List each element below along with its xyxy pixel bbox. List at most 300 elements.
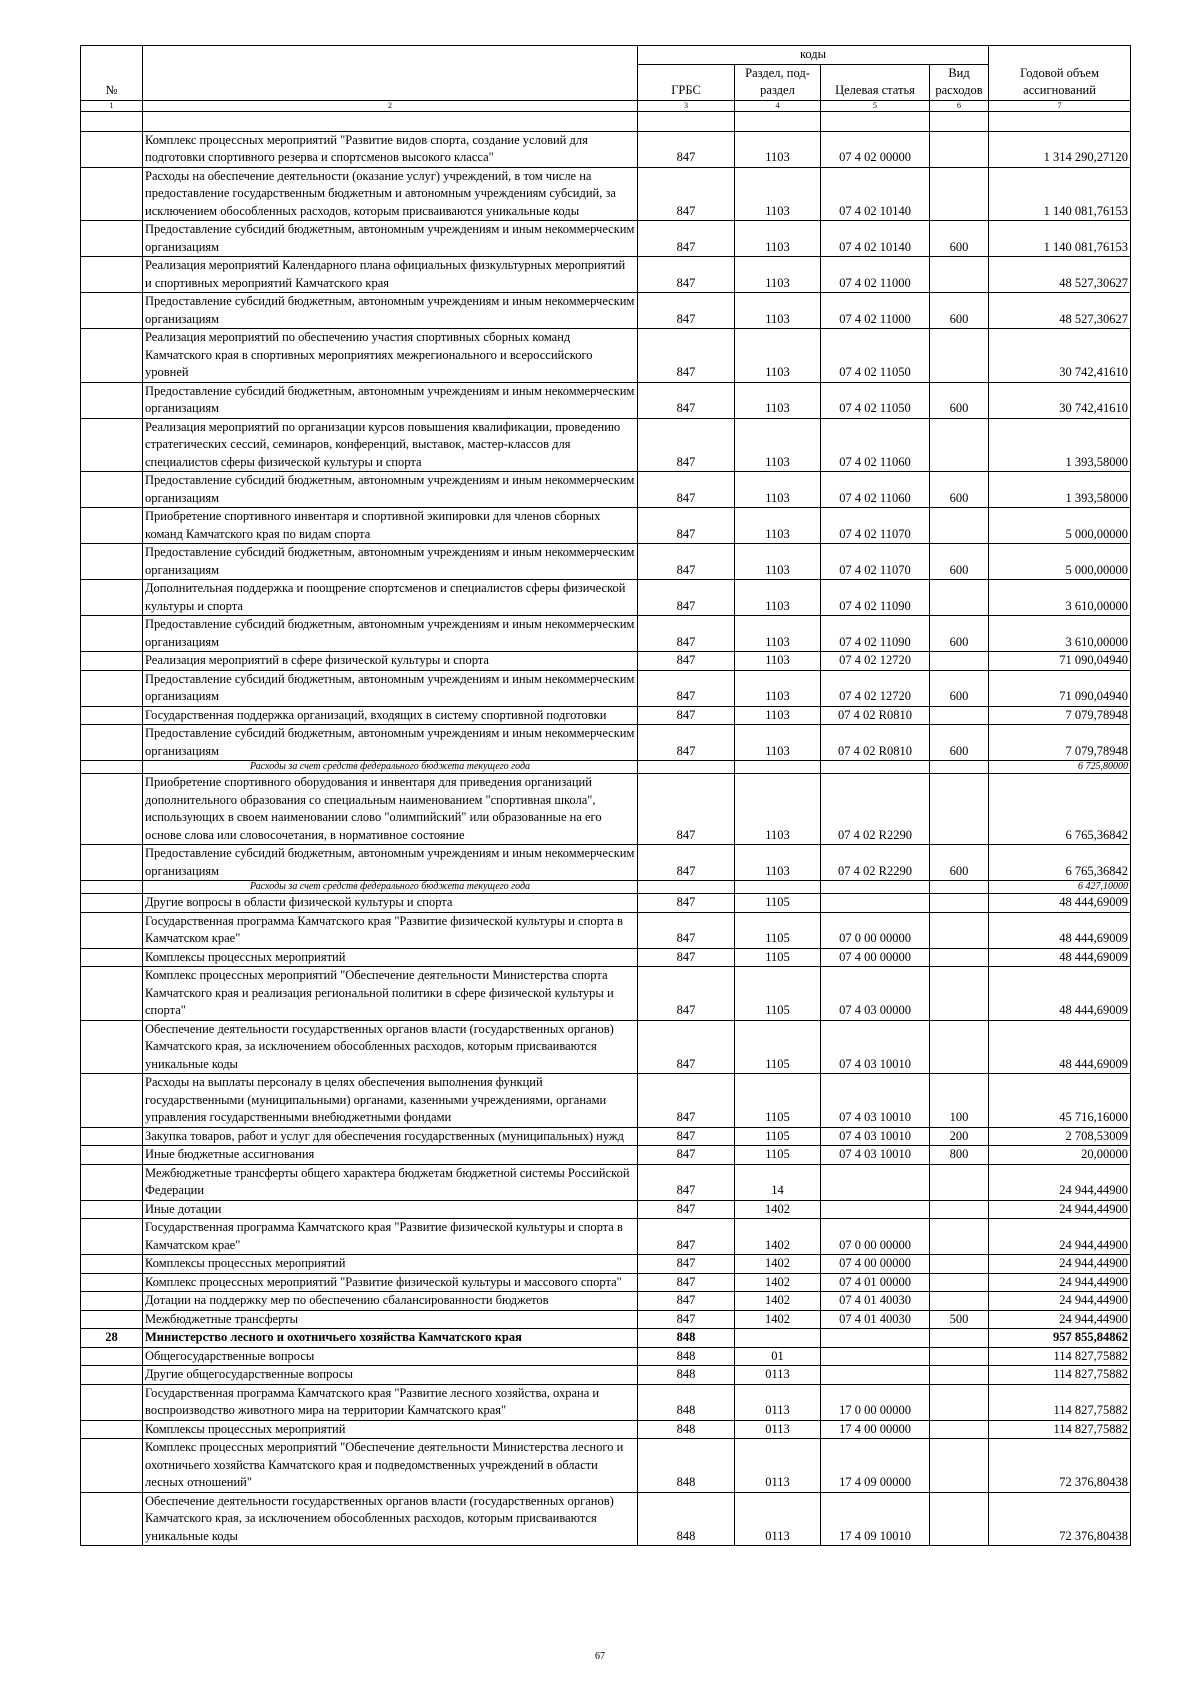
item-name-cell: Предоставление субсидий бюджетным, автономным учреждениям и иным некоммерческим организациям: [143, 725, 638, 761]
expense-kind-cell: [930, 1219, 989, 1255]
expense-kind-cell: 600: [930, 293, 989, 329]
grbs-cell: 847: [638, 967, 735, 1021]
section-cell: 1103: [735, 544, 821, 580]
section-cell: 1105: [735, 912, 821, 948]
item-name-cell: Комплекс процессных мероприятий "Развитие видов спорта, создание условий для подготовки спортивного резерва и спортсменов высокого класса": [143, 131, 638, 167]
amount-cell: 30 742,41610: [989, 382, 1131, 418]
row-number-cell: [81, 131, 143, 167]
amount-cell: 24 944,44900: [989, 1200, 1131, 1219]
col-number: 6: [930, 100, 989, 111]
grbs-cell: 847: [638, 544, 735, 580]
table-row: [81, 1292, 1131, 1311]
table-note-row: [81, 761, 1131, 774]
expense-kind-cell: 100: [930, 1074, 989, 1128]
expense-kind-cell: [930, 894, 989, 913]
item-name-cell: Реализация мероприятий Календарного плана официальных физкультурных мероприятий и спортивных мероприятий Камчатского края: [143, 257, 638, 293]
amount-cell: 71 090,04940: [989, 652, 1131, 671]
section-cell: 1103: [735, 580, 821, 616]
section-cell: 1103: [735, 167, 821, 221]
grbs-cell: 847: [638, 1200, 735, 1219]
row-number-cell: [81, 580, 143, 616]
section-cell: 0113: [735, 1384, 821, 1420]
row-number-cell: [81, 1420, 143, 1439]
section-cell: 1103: [735, 418, 821, 472]
target-article-cell: [821, 1366, 930, 1385]
spacer-row: [81, 111, 1131, 131]
target-article-cell: 07 4 02 11090: [821, 616, 930, 652]
expense-kind-cell: 600: [930, 616, 989, 652]
note-text-cell: Расходы за счет средств федерального бюджета текущего года: [143, 881, 638, 894]
target-article-cell: 07 4 02 00000: [821, 131, 930, 167]
grbs-cell: 847: [638, 670, 735, 706]
target-article-cell: 07 4 03 10010: [821, 1146, 930, 1165]
expense-kind-cell: [930, 329, 989, 383]
row-number-cell: [81, 1200, 143, 1219]
item-name-cell: Государственная поддержка организаций, входящих в систему спортивной подготовки: [143, 706, 638, 725]
section-cell: 1103: [735, 616, 821, 652]
item-name-cell: Реализация мероприятий в сфере физической культуры и спорта: [143, 652, 638, 671]
table-row: [81, 418, 1131, 472]
expense-kind-cell: [930, 418, 989, 472]
item-name-cell: Предоставление субсидий бюджетным, автономным учреждениям и иным некоммерческим организациям: [143, 544, 638, 580]
table-row: [81, 329, 1131, 383]
row-number-cell: [81, 616, 143, 652]
item-name-cell: Расходы на выплаты персоналу в целях обеспечения выполнения функций государственными (муниципальными) органами, казенными учреждениями, органами управления государственными внебюджетными фондами: [143, 1074, 638, 1128]
expense-kind-cell: [930, 1420, 989, 1439]
item-name-cell: Обеспечение деятельности государственных органов власти (государственных органов) Камчатского края, за исключением обособленных расходов, которым присваиваются уникальные коды: [143, 1020, 638, 1074]
grbs-cell: 847: [638, 580, 735, 616]
expense-kind-cell: [930, 881, 989, 894]
section-cell: 1103: [735, 670, 821, 706]
item-name-cell: Закупка товаров, работ и услуг для обеспечения государственных (муниципальных) нужд: [143, 1127, 638, 1146]
section-cell: 1105: [735, 1146, 821, 1165]
amount-cell: 957 855,84862: [989, 1329, 1131, 1348]
section-cell: 1402: [735, 1255, 821, 1274]
amount-cell: 5 000,00000: [989, 508, 1131, 544]
row-number-cell: 28: [81, 1329, 143, 1348]
grbs-cell: 847: [638, 508, 735, 544]
target-article-cell: 07 4 02 11090: [821, 580, 930, 616]
header-number: №: [81, 46, 143, 101]
item-name-cell: Комплекс процессных мероприятий "Обеспечение деятельности Министерства лесного и охотничьего хозяйства Камчатского края и подведомственных учреждений в области лесных отношений": [143, 1439, 638, 1493]
target-article-cell: 07 4 02 11050: [821, 329, 930, 383]
table-row: [81, 1146, 1131, 1165]
grbs-cell: 847: [638, 1127, 735, 1146]
expense-kind-cell: [930, 580, 989, 616]
target-article-cell: 07 4 02 11070: [821, 544, 930, 580]
section-cell: 1103: [735, 706, 821, 725]
header-amount: Годовой объем ассигнований: [989, 46, 1131, 101]
expense-kind-cell: [930, 131, 989, 167]
item-name-cell: Реализация мероприятий по организации курсов повышения квалификации, проведению стратегических сессий, семинаров, конференций, выставок, мастер-классов для специалистов сферы физической культуры и спорта: [143, 418, 638, 472]
target-article-cell: 07 4 03 10010: [821, 1127, 930, 1146]
expense-kind-cell: 500: [930, 1310, 989, 1329]
table-row: [81, 1439, 1131, 1493]
target-article-cell: [821, 894, 930, 913]
row-number-cell: [81, 1164, 143, 1200]
grbs-cell: 848: [638, 1384, 735, 1420]
row-number-cell: [81, 472, 143, 508]
section-cell: 1103: [735, 725, 821, 761]
table-row: [81, 1492, 1131, 1546]
target-article-cell: 17 4 09 10010: [821, 1492, 930, 1546]
table-row: [81, 382, 1131, 418]
expense-kind-cell: [930, 652, 989, 671]
table-row: [81, 1310, 1131, 1329]
table-row: [81, 1255, 1131, 1274]
section-cell: 1105: [735, 1127, 821, 1146]
amount-cell: 48 527,30627: [989, 293, 1131, 329]
header-section: Раздел, под-раздел: [735, 64, 821, 100]
amount-cell: 6 765,36842: [989, 845, 1131, 881]
expense-kind-cell: [930, 967, 989, 1021]
amount-cell: 5 000,00000: [989, 544, 1131, 580]
table-row: [81, 1347, 1131, 1366]
target-article-cell: 07 4 03 10010: [821, 1074, 930, 1128]
grbs-cell: 847: [638, 948, 735, 967]
amount-cell: 3 610,00000: [989, 580, 1131, 616]
grbs-cell: 848: [638, 1347, 735, 1366]
row-number-cell: [81, 948, 143, 967]
amount-cell: 6 765,36842: [989, 774, 1131, 845]
grbs-cell: [638, 761, 735, 774]
row-number-cell: [81, 881, 143, 894]
note-text-cell: Расходы за счет средств федерального бюджета текущего года: [143, 761, 638, 774]
section-cell: 1103: [735, 472, 821, 508]
table-row: [81, 167, 1131, 221]
grbs-cell: 848: [638, 1492, 735, 1546]
grbs-cell: 847: [638, 472, 735, 508]
amount-cell: 30 742,41610: [989, 329, 1131, 383]
table-row: [81, 652, 1131, 671]
row-number-cell: [81, 1292, 143, 1311]
row-number-cell: [81, 418, 143, 472]
grbs-cell: 847: [638, 382, 735, 418]
item-name-cell: Другие общегосударственные вопросы: [143, 1366, 638, 1385]
expense-kind-cell: [930, 1292, 989, 1311]
target-article-cell: 07 4 02 11050: [821, 382, 930, 418]
amount-cell: 2 708,53009: [989, 1127, 1131, 1146]
row-number-cell: [81, 845, 143, 881]
row-number-cell: [81, 1219, 143, 1255]
expense-kind-cell: 600: [930, 725, 989, 761]
item-name-cell: Реализация мероприятий по обеспечению участия спортивных сборных команд Камчатского края в спортивных мероприятиях межрегионального и всероссийского уровней: [143, 329, 638, 383]
item-name-cell: Комплекс процессных мероприятий "Обеспечение деятельности Министерства спорта Камчатского края и реализация региональной политики в сфере физической культуры и спорта": [143, 967, 638, 1021]
section-cell: 1402: [735, 1219, 821, 1255]
item-name-cell: Дополнительная поддержка и поощрение спортсменов и специалистов сферы физической культуры и спорта: [143, 580, 638, 616]
section-cell: 1105: [735, 967, 821, 1021]
table-row: [81, 967, 1131, 1021]
expense-kind-cell: 600: [930, 221, 989, 257]
row-number-cell: [81, 967, 143, 1021]
table-row: [81, 472, 1131, 508]
section-cell: 1402: [735, 1292, 821, 1311]
table-row: [81, 725, 1131, 761]
section-cell: 1103: [735, 774, 821, 845]
grbs-cell: 847: [638, 1292, 735, 1311]
row-number-cell: [81, 1347, 143, 1366]
grbs-cell: 847: [638, 131, 735, 167]
table-row: [81, 894, 1131, 913]
target-article-cell: 07 0 00 00000: [821, 1219, 930, 1255]
amount-cell: 114 827,75882: [989, 1420, 1131, 1439]
table-row: [81, 221, 1131, 257]
table-row: [81, 1164, 1131, 1200]
item-name-cell: Министерство лесного и охотничьего хозяйства Камчатского края: [143, 1329, 638, 1348]
table-row: [81, 706, 1131, 725]
grbs-cell: 847: [638, 1310, 735, 1329]
grbs-cell: 848: [638, 1329, 735, 1348]
grbs-cell: 847: [638, 1273, 735, 1292]
amount-cell: 48 444,69009: [989, 894, 1131, 913]
expense-kind-cell: [930, 706, 989, 725]
section-cell: 1103: [735, 508, 821, 544]
grbs-cell: 847: [638, 706, 735, 725]
table-row: [81, 948, 1131, 967]
target-article-cell: 07 4 02 11000: [821, 257, 930, 293]
expense-kind-cell: [930, 1384, 989, 1420]
table-row: [81, 616, 1131, 652]
row-number-cell: [81, 329, 143, 383]
header-codes: коды: [638, 46, 989, 65]
section-cell: 1105: [735, 948, 821, 967]
section-cell: 1103: [735, 257, 821, 293]
row-number-cell: [81, 912, 143, 948]
target-article-cell: 07 4 01 40030: [821, 1310, 930, 1329]
table-row: [81, 1219, 1131, 1255]
amount-cell: 24 944,44900: [989, 1292, 1131, 1311]
expense-kind-cell: 600: [930, 544, 989, 580]
expense-kind-cell: 600: [930, 382, 989, 418]
section-cell: [735, 1329, 821, 1348]
expense-kind-cell: [930, 761, 989, 774]
row-number-cell: [81, 1127, 143, 1146]
amount-cell: 48 444,69009: [989, 967, 1131, 1021]
section-cell: 1402: [735, 1200, 821, 1219]
amount-cell: 1 314 290,27120: [989, 131, 1131, 167]
expense-kind-cell: [930, 257, 989, 293]
target-article-cell: 07 4 02 R2290: [821, 845, 930, 881]
col-number: 4: [735, 100, 821, 111]
row-number-cell: [81, 1492, 143, 1546]
table-row: [81, 293, 1131, 329]
header-name: [143, 46, 638, 101]
row-number-cell: [81, 508, 143, 544]
expense-kind-cell: [930, 1255, 989, 1274]
grbs-cell: 847: [638, 293, 735, 329]
target-article-cell: [821, 1200, 930, 1219]
section-cell: 1103: [735, 293, 821, 329]
section-cell: 1402: [735, 1310, 821, 1329]
expense-kind-cell: 600: [930, 845, 989, 881]
col-number: 5: [821, 100, 930, 111]
amount-cell: 48 444,69009: [989, 1020, 1131, 1074]
grbs-cell: 847: [638, 1255, 735, 1274]
amount-cell: 24 944,44900: [989, 1219, 1131, 1255]
section-cell: 1103: [735, 329, 821, 383]
row-number-cell: [81, 167, 143, 221]
section-cell: 0113: [735, 1420, 821, 1439]
amount-cell: 7 079,78948: [989, 706, 1131, 725]
item-name-cell: Государственная программа Камчатского края "Развитие физической культуры и спорта в Камчатском крае": [143, 912, 638, 948]
table-row: [81, 131, 1131, 167]
amount-cell: 114 827,75882: [989, 1366, 1131, 1385]
note-amount-cell: 6 725,80000: [989, 761, 1131, 774]
section-cell: 1103: [735, 845, 821, 881]
section-cell: 0113: [735, 1492, 821, 1546]
row-number-cell: [81, 1439, 143, 1493]
expense-kind-cell: [930, 1439, 989, 1493]
item-name-cell: Расходы на обеспечение деятельности (оказание услуг) учреждений, в том числе на предоставление государственным бюджетным и автономным учреждениям субсидий, за исключением обособленных расходов, которым присваиваются уникальные коды: [143, 167, 638, 221]
target-article-cell: [821, 1347, 930, 1366]
amount-cell: 1 393,58000: [989, 418, 1131, 472]
amount-cell: 72 376,80438: [989, 1492, 1131, 1546]
grbs-cell: 848: [638, 1439, 735, 1493]
amount-cell: 71 090,04940: [989, 670, 1131, 706]
header-kind: Вид расходов: [930, 64, 989, 100]
table-row: [81, 1329, 1131, 1348]
amount-cell: 114 827,75882: [989, 1347, 1131, 1366]
table-row: [81, 774, 1131, 845]
row-number-cell: [81, 670, 143, 706]
item-name-cell: Предоставление субсидий бюджетным, автономным учреждениям и иным некоммерческим организациям: [143, 616, 638, 652]
target-article-cell: 07 4 02 12720: [821, 652, 930, 671]
grbs-cell: 847: [638, 894, 735, 913]
grbs-cell: 848: [638, 1420, 735, 1439]
grbs-cell: 848: [638, 1366, 735, 1385]
grbs-cell: 847: [638, 1164, 735, 1200]
section-cell: 0113: [735, 1366, 821, 1385]
grbs-cell: 847: [638, 1219, 735, 1255]
amount-cell: 48 444,69009: [989, 912, 1131, 948]
table-note-row: [81, 881, 1131, 894]
target-article-cell: 07 4 02 11000: [821, 293, 930, 329]
amount-cell: 1 393,58000: [989, 472, 1131, 508]
expense-kind-cell: [930, 774, 989, 845]
target-article-cell: 07 0 00 00000: [821, 912, 930, 948]
target-article-cell: [821, 1329, 930, 1348]
amount-cell: 48 527,30627: [989, 257, 1131, 293]
amount-cell: 24 944,44900: [989, 1310, 1131, 1329]
expense-kind-cell: [930, 1020, 989, 1074]
item-name-cell: Обеспечение деятельности государственных органов власти (государственных органов) Камчатского края, за исключением обособленных расходов, которым присваиваются уникальные коды: [143, 1492, 638, 1546]
row-number-cell: [81, 382, 143, 418]
amount-cell: 114 827,75882: [989, 1384, 1131, 1420]
grbs-cell: 847: [638, 167, 735, 221]
expense-kind-cell: [930, 1273, 989, 1292]
item-name-cell: Комплексы процессных мероприятий: [143, 1420, 638, 1439]
row-number-cell: [81, 257, 143, 293]
target-article-cell: 07 4 00 00000: [821, 1255, 930, 1274]
expense-kind-cell: [930, 167, 989, 221]
target-article-cell: [821, 1164, 930, 1200]
item-name-cell: Государственная программа Камчатского края "Развитие физической культуры и спорта в Камчатском крае": [143, 1219, 638, 1255]
item-name-cell: Предоставление субсидий бюджетным, автономным учреждениям и иным некоммерческим организациям: [143, 670, 638, 706]
target-article-cell: 07 4 02 R0810: [821, 706, 930, 725]
target-article-cell: 17 4 09 00000: [821, 1439, 930, 1493]
item-name-cell: Комплекс процессных мероприятий "Развитие физической культуры и массового спорта": [143, 1273, 638, 1292]
section-cell: 1103: [735, 221, 821, 257]
row-number-cell: [81, 1310, 143, 1329]
row-number-cell: [81, 725, 143, 761]
row-number-cell: [81, 774, 143, 845]
page-number: 67: [595, 1651, 605, 1662]
amount-cell: 24 944,44900: [989, 1255, 1131, 1274]
expense-kind-cell: [930, 948, 989, 967]
target-article-cell: 07 4 02 10140: [821, 221, 930, 257]
section-cell: [735, 881, 821, 894]
grbs-cell: 847: [638, 1146, 735, 1165]
item-name-cell: Межбюджетные трансферты: [143, 1310, 638, 1329]
expense-kind-cell: 200: [930, 1127, 989, 1146]
target-article-cell: 07 4 02 11070: [821, 508, 930, 544]
section-cell: [735, 761, 821, 774]
item-name-cell: Приобретение спортивного оборудования и инвентаря для приведения организаций дополнительного образования со специальным наименованием "спортивная школа", использующих в своем наименовании слово "олимпийский" или образованные на его основе слова или словосочетания, в нормативное состояние: [143, 774, 638, 845]
section-cell: 14: [735, 1164, 821, 1200]
item-name-cell: Комплексы процессных мероприятий: [143, 1255, 638, 1274]
header-target: Целевая статья: [821, 64, 930, 100]
expense-kind-cell: [930, 1329, 989, 1348]
expense-kind-cell: [930, 1347, 989, 1366]
item-name-cell: Межбюджетные трансферты общего характера бюджетам бюджетной системы Российской Федерации: [143, 1164, 638, 1200]
row-number-cell: [81, 894, 143, 913]
amount-cell: 24 944,44900: [989, 1273, 1131, 1292]
item-name-cell: Комплексы процессных мероприятий: [143, 948, 638, 967]
section-cell: 1103: [735, 652, 821, 671]
target-article-cell: 07 4 02 11060: [821, 418, 930, 472]
table-row: [81, 1273, 1131, 1292]
col-number: 1: [81, 100, 143, 111]
target-article-cell: 07 4 01 00000: [821, 1273, 930, 1292]
grbs-cell: 847: [638, 616, 735, 652]
section-cell: 1105: [735, 894, 821, 913]
item-name-cell: Государственная программа Камчатского края "Развитие лесного хозяйства, охрана и воспроизводство животного мира на территории Камчатского края": [143, 1384, 638, 1420]
expense-kind-cell: [930, 1164, 989, 1200]
expense-kind-cell: 600: [930, 472, 989, 508]
target-article-cell: 07 4 02 11060: [821, 472, 930, 508]
table-row: [81, 580, 1131, 616]
item-name-cell: Приобретение спортивного инвентаря и спортивной экипировки для членов сборных команд Камчатского края по видам спорта: [143, 508, 638, 544]
row-number-cell: [81, 1273, 143, 1292]
section-cell: 1105: [735, 1074, 821, 1128]
row-number-cell: [81, 1384, 143, 1420]
amount-cell: 7 079,78948: [989, 725, 1131, 761]
amount-cell: 3 610,00000: [989, 616, 1131, 652]
expense-kind-cell: [930, 1200, 989, 1219]
grbs-cell: 847: [638, 652, 735, 671]
table-row: [81, 845, 1131, 881]
item-name-cell: Общегосударственные вопросы: [143, 1347, 638, 1366]
amount-cell: 72 376,80438: [989, 1439, 1131, 1493]
section-cell: 1103: [735, 382, 821, 418]
amount-cell: 45 716,16000: [989, 1074, 1131, 1128]
table-row: [81, 257, 1131, 293]
amount-cell: 48 444,69009: [989, 948, 1131, 967]
table-row: [81, 1384, 1131, 1420]
target-article-cell: 07 4 02 R2290: [821, 774, 930, 845]
section-cell: 0113: [735, 1439, 821, 1493]
section-cell: 01: [735, 1347, 821, 1366]
row-number-cell: [81, 1020, 143, 1074]
item-name-cell: Дотации на поддержку мер по обеспечению сбалансированности бюджетов: [143, 1292, 638, 1311]
expense-kind-cell: [930, 1366, 989, 1385]
row-number-cell: [81, 761, 143, 774]
row-number-cell: [81, 293, 143, 329]
target-article-cell: 17 0 00 00000: [821, 1384, 930, 1420]
target-article-cell: 07 4 01 40030: [821, 1292, 930, 1311]
item-name-cell: Иные бюджетные ассигнования: [143, 1146, 638, 1165]
grbs-cell: 847: [638, 725, 735, 761]
